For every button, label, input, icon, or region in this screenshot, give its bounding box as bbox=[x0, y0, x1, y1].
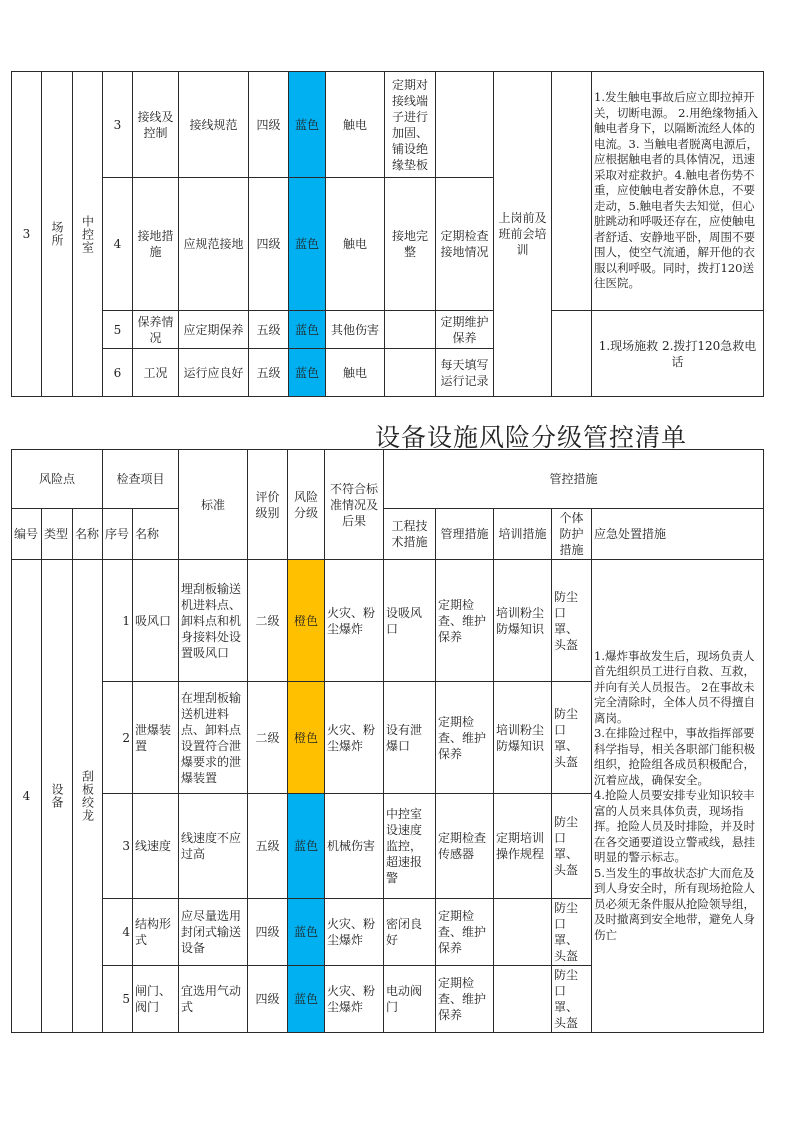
main-mgmt-measure: 定期检查传感器 bbox=[436, 794, 494, 899]
main-ppe: 防尘口罩、头盔 bbox=[552, 560, 592, 682]
top-seq: 3 bbox=[103, 72, 133, 178]
header-control: 管控措施 bbox=[384, 450, 764, 509]
main-training-measure bbox=[494, 966, 552, 1033]
top-consequence: 其他伤害 bbox=[326, 311, 385, 349]
top-emergency-2: 1.现场施救 2.拨打120急救电话 bbox=[592, 311, 764, 397]
header-seq: 序号 bbox=[103, 509, 133, 560]
main-eng-measure: 电动阀门 bbox=[384, 966, 436, 1033]
main-risk-badge: 蓝色 bbox=[288, 899, 325, 966]
main-risk-badge: 橙色 bbox=[288, 560, 325, 682]
main-consequence: 机械伤害 bbox=[325, 794, 384, 899]
main-ppe: 防尘口罩、头盔 bbox=[552, 899, 592, 966]
header-eng: 工程技术措施 bbox=[384, 509, 436, 560]
header-ppe: 个体防护措施 bbox=[552, 509, 592, 560]
top-emergency-1: 1.发生触电事故后应立即拉掉开关，切断电源。 2.用绝缘物插入触电者身下，以隔断流经人体的电流。3. 当触电者脱离电源后，应根据触电者的具体情况，迅速采取对症救护。4.触电者伤势不重，应使触电者安静休息，不要走动，5.触电者失去知觉，但心脏跳动和呼吸还存在，应使触电者舒适、安静地平卧，周围不要围人，使空气流通，解开他的衣服以利呼吸。同时，拨打120送往医院。 bbox=[592, 72, 764, 311]
main-item: 泄爆装置 bbox=[133, 682, 179, 794]
top-item: 工况 bbox=[133, 349, 179, 397]
top-type-cell bbox=[42, 72, 73, 397]
main-training-measure bbox=[494, 899, 552, 966]
top-eng-measure: 定期对接线端子进行加固、铺设绝缘垫板 bbox=[385, 72, 436, 178]
top-eval: 四级 bbox=[249, 178, 289, 311]
equipment-risk-table bbox=[11, 449, 764, 1033]
main-eval: 二级 bbox=[248, 682, 288, 794]
top-name: 中控室 bbox=[80, 214, 95, 254]
top-item: 保养情况 bbox=[133, 311, 179, 349]
top-eng-measure: 接地完整 bbox=[385, 178, 436, 311]
main-consequence: 火灾、粉尘爆炸 bbox=[325, 682, 384, 794]
main-item: 结构形式 bbox=[133, 899, 179, 966]
main-training-measure: 培训粉尘防爆知识 bbox=[494, 682, 552, 794]
header-no: 编号 bbox=[12, 509, 42, 560]
top-ppe bbox=[552, 311, 592, 397]
main-mgmt-measure: 定期检查、维护保养 bbox=[436, 560, 494, 682]
header-check-item: 检查项目 bbox=[103, 450, 179, 509]
main-item: 线速度 bbox=[133, 794, 179, 899]
top-risk-badge: 蓝色 bbox=[289, 311, 326, 349]
main-seq: 5 bbox=[103, 966, 133, 1033]
top-standard: 运行应良好 bbox=[179, 349, 249, 397]
main-consequence: 火灾、粉尘爆炸 bbox=[325, 899, 384, 966]
main-risk-badge: 蓝色 bbox=[288, 794, 325, 899]
main-seq: 2 bbox=[103, 682, 133, 794]
main-seq: 1 bbox=[103, 560, 133, 682]
main-type-cell bbox=[42, 560, 73, 1033]
main-ppe: 防尘口罩、头盔 bbox=[552, 966, 592, 1033]
page-title: 设备设施风险分级管控清单 bbox=[375, 423, 688, 452]
header-emergency: 应急处置措施 bbox=[592, 509, 764, 560]
top-name-cell bbox=[73, 72, 103, 397]
main-name: 刮板绞龙 bbox=[80, 770, 95, 822]
header-eval-level: 评价级别 bbox=[248, 450, 288, 560]
main-standard: 线速度不应过高 bbox=[179, 794, 248, 899]
top-no-cell: 3 bbox=[12, 72, 42, 397]
header-item-name: 名称 bbox=[133, 509, 179, 560]
top-ppe bbox=[552, 72, 592, 311]
header-consequence: 不符合标准情况及后果 bbox=[325, 450, 384, 560]
top-eng-measure bbox=[385, 349, 436, 397]
main-standard: 宜选用气动式 bbox=[179, 966, 248, 1033]
top-item: 接地措施 bbox=[133, 178, 179, 311]
top-item: 接线及控制 bbox=[133, 72, 179, 178]
main-mgmt-measure: 定期检查、维护保养 bbox=[436, 966, 494, 1033]
main-eval: 四级 bbox=[248, 966, 288, 1033]
header-training: 培训措施 bbox=[494, 509, 552, 560]
main-eval: 二级 bbox=[248, 560, 288, 682]
main-standard: 在埋刮板输送机进料点、卸料点设置符合泄爆要求的泄爆装置 bbox=[179, 682, 248, 794]
main-name-cell bbox=[73, 560, 103, 1033]
top-mgmt-measure bbox=[436, 72, 494, 178]
top-mgmt-measure: 定期检查接地情况 bbox=[436, 178, 494, 311]
main-consequence: 火灾、粉尘爆炸 bbox=[325, 966, 384, 1033]
top-consequence: 触电 bbox=[326, 178, 385, 311]
top-seq: 5 bbox=[103, 311, 133, 349]
top-mgmt-measure: 每天填写运行记录 bbox=[436, 349, 494, 397]
header-name: 名称 bbox=[73, 509, 103, 560]
main-training-measure: 定期培训操作规程 bbox=[494, 794, 552, 899]
main-eng-measure: 设吸风口 bbox=[384, 560, 436, 682]
header-risk-point: 风险点 bbox=[12, 450, 103, 509]
main-risk-badge: 蓝色 bbox=[288, 966, 325, 1033]
top-type: 场所 bbox=[50, 221, 64, 247]
main-item: 闸门、阀门 bbox=[133, 966, 179, 1033]
top-mgmt-measure: 定期维护保养 bbox=[436, 311, 494, 349]
main-eng-measure: 设有泄爆口 bbox=[384, 682, 436, 794]
top-consequence: 触电 bbox=[326, 349, 385, 397]
main-standard: 埋刮板输送机进料点、卸料点和机身接料处设置吸风口 bbox=[179, 560, 248, 682]
top-eval: 五级 bbox=[249, 349, 289, 397]
main-mgmt-measure: 定期检查、维护保养 bbox=[436, 682, 494, 794]
top-risk-badge: 蓝色 bbox=[289, 178, 326, 311]
main-consequence: 火灾、粉尘爆炸 bbox=[325, 560, 384, 682]
top-risk-badge: 蓝色 bbox=[289, 349, 326, 397]
top-standard: 接线规范 bbox=[179, 72, 249, 178]
header-type: 类型 bbox=[42, 509, 73, 560]
top-risk-badge: 蓝色 bbox=[289, 72, 326, 178]
main-type: 设备 bbox=[50, 783, 64, 809]
main-eval: 四级 bbox=[248, 899, 288, 966]
top-risk-table bbox=[11, 71, 764, 397]
top-training: 上岗前及班前会培训 bbox=[494, 72, 552, 397]
main-item: 吸风口 bbox=[133, 560, 179, 682]
main-eng-measure: 中控室设速度监控，超速报警 bbox=[384, 794, 436, 899]
main-eng-measure: 密闭良好 bbox=[384, 899, 436, 966]
main-ppe: 防尘口罩、头盔 bbox=[552, 794, 592, 899]
main-no-cell: 4 bbox=[12, 560, 42, 1033]
header-standard: 标准 bbox=[179, 450, 248, 560]
main-seq: 3 bbox=[103, 794, 133, 899]
main-training-measure: 培训粉尘防爆知识 bbox=[494, 560, 552, 682]
top-standard: 应规范接地 bbox=[179, 178, 249, 311]
header-risk-level: 风险分级 bbox=[288, 450, 325, 560]
top-seq: 4 bbox=[103, 178, 133, 311]
top-consequence: 触电 bbox=[326, 72, 385, 178]
top-seq: 6 bbox=[103, 349, 133, 397]
main-mgmt-measure: 定期检查、维护保养 bbox=[436, 899, 494, 966]
main-seq: 4 bbox=[103, 899, 133, 966]
top-eval: 五级 bbox=[249, 311, 289, 349]
main-standard: 应尽量选用封闭式输送设备 bbox=[179, 899, 248, 966]
header-mgmt: 管理措施 bbox=[436, 509, 494, 560]
main-ppe: 防尘口罩、头盔 bbox=[552, 682, 592, 794]
top-standard: 应定期保养 bbox=[179, 311, 249, 349]
main-emergency: 1.爆炸事故发生后，现场负责人首先组织员工进行自救、互救，并向有关人员报告。 2在事故未完全清除时，全体人员不得擅自离岗。 3.在排险过程中，事故指挥部要科学指导，相关各职部门能积极组织，抢险组各成员积极配合，沉着应战，确保安全。 4.抢险人员要安排专业知识较丰富的人员来具体负责，现场指挥。抢险人员及时排险，并及时在各交通要道设立警戒线，悬挂明显的警示标志。 5.当发生的事故状态扩大而危及到人身安全时，所有现场抢险人员必须无条件服从抢险领导组，及时撤离到安全地带，避免人身伤亡 bbox=[592, 560, 764, 1033]
main-risk-badge: 橙色 bbox=[288, 682, 325, 794]
main-eval: 五级 bbox=[248, 794, 288, 899]
top-eng-measure bbox=[385, 311, 436, 349]
top-eval: 四级 bbox=[249, 72, 289, 178]
